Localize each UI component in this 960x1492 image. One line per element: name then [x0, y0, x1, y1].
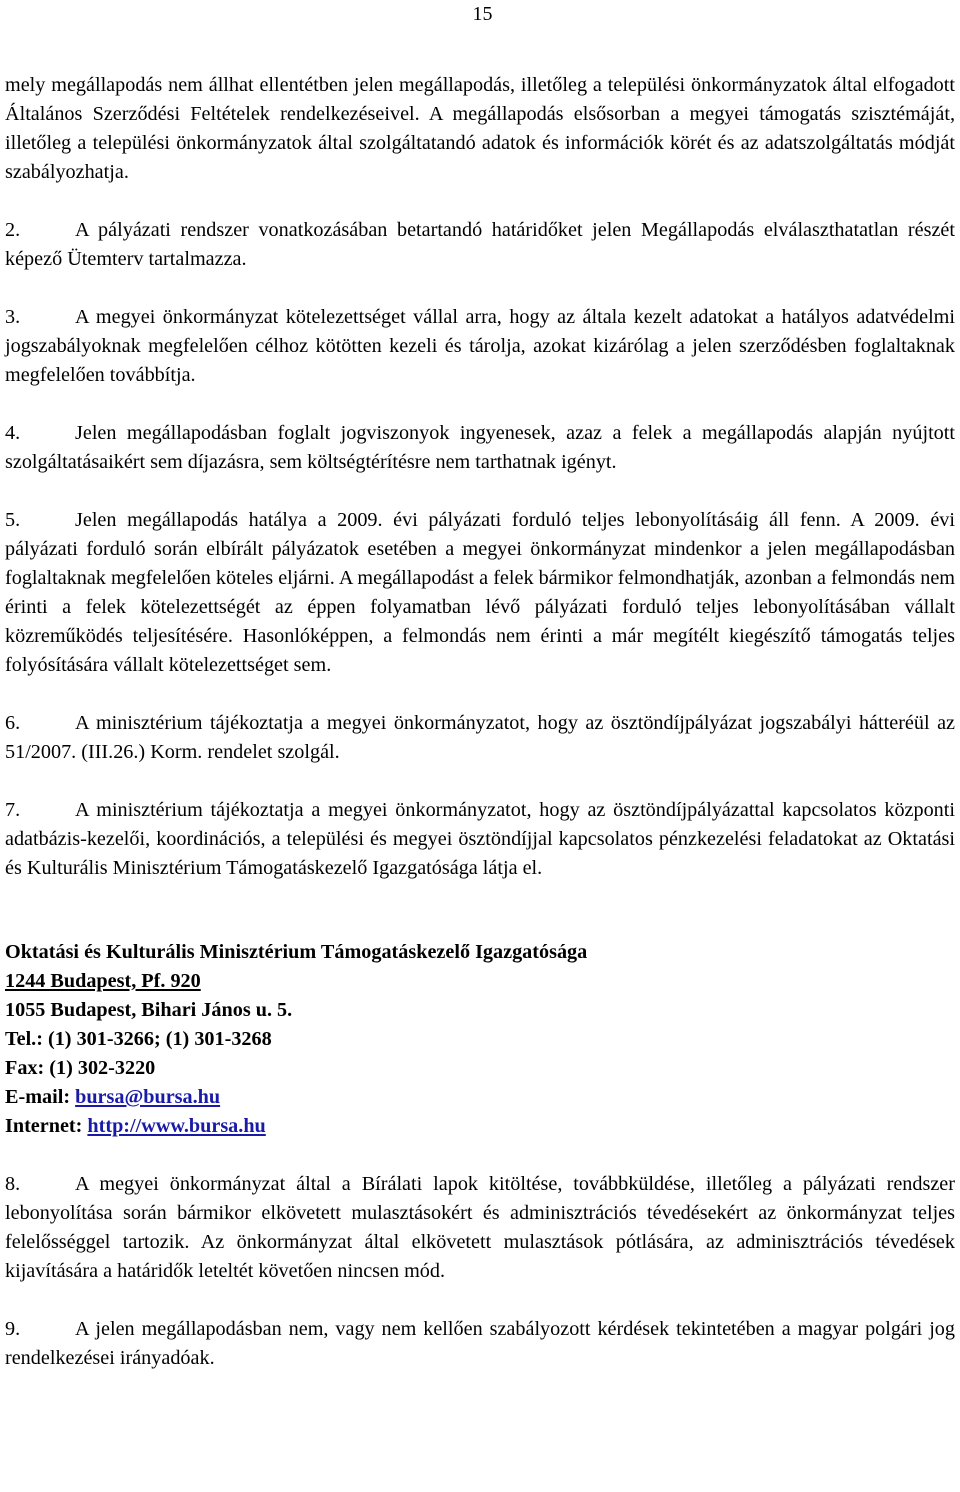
section-9 — [5, 1315, 955, 1373]
contact-postal-line — [5, 967, 955, 996]
contact-internet-label: Internet: — [5, 1115, 88, 1137]
intro-paragraph: mely megállapodás nem állhat ellentétben jelen megállapodás, illetőleg a települési önkormányzatok által elfogadott Általános Szerződési Feltételek rendelkezéseivel. A megállapodás elsősorban a megyei támogatás szisztémáját, illetőleg a települési önkormányzatok által szolgáltatandó adatok és információk körét és az adatszolgáltatás módját szabályozhatja. — [5, 74, 955, 183]
section-number: 6. — [5, 712, 21, 734]
section-text: A minisztérium tájékoztatja a megyei önkormányzatot, hogy az ösztöndíjpályázat jogszabályi hátteréül az 51/2007. (III.26.) Korm. rendelet szolgál. — [5, 712, 955, 763]
section-3 — [5, 303, 955, 390]
contact-block — [5, 938, 955, 1141]
section-number: 7. — [5, 799, 21, 821]
section-text: A jelen megállapodásban nem, vagy nem kellően szabályozott kérdések tekintetében a magyar polgári jog rendelkezései irányadóak. — [5, 1318, 955, 1369]
contact-email-line — [5, 1083, 955, 1112]
section-7 — [5, 796, 955, 883]
section-8 — [5, 1170, 955, 1286]
contact-address: 1055 Budapest, Bihari János u. 5. — [5, 999, 293, 1021]
section-5 — [5, 506, 955, 680]
website-link[interactable]: http://www.bursa.hu — [87, 1115, 266, 1137]
contact-organization: Oktatási és Kulturális Minisztérium Támogatáskezelő Igazgatósága — [5, 941, 588, 963]
section-text: A pályázati rendszer vonatkozásában betartandó határidőket jelen Megállapodás elválaszthatatlan részét képező Ütemterv tartalmazza. — [5, 219, 955, 270]
section-text: Jelen megállapodásban foglalt jogviszonyok ingyenesek, azaz a felek a megállapodás alapján nyújtott szolgáltatásaikért sem díjazásra, sem költségtérítésre nem tarthatnak igényt. — [5, 422, 955, 473]
contact-tel: Tel.: (1) 301-3266; (1) 301-3268 — [5, 1028, 272, 1050]
section-text: A megyei önkormányzat által a Bírálati lapok kitöltése, továbbküldése, illetőleg a pályázati rendszer lebonyolítása során bármikor elkövetett mulasztásokért és adminisztrációs tévedésekért az önkormányzat teljes felelősséggel tartozik. Az önkormányzat által elkövetett mulasztások pótlására, az adminisztrációs tévedések kijavítására a határidők leteltét követően nincsen mód. — [5, 1173, 955, 1282]
section-2 — [5, 216, 955, 274]
section-number: 8. — [5, 1173, 21, 1195]
contact-email-label: E-mail: — [5, 1086, 76, 1108]
section-text: A megyei önkormányzat kötelezettséget vállal arra, hogy az általa kezelt adatokat a hatályos adatvédelmi jogszabályoknak megfelelően célhoz kötötten kezeli és tárolja, azokat kizárólag a jelen szerződésben foglaltaknak megfelelően továbbítja. — [5, 306, 955, 386]
contact-internet-line — [5, 1112, 955, 1141]
contact-postal: 1244 Budapest, Pf. 920 — [5, 970, 201, 992]
email-link[interactable]: bursa@bursa.hu — [75, 1086, 221, 1108]
section-number: 3. — [5, 306, 21, 328]
section-6 — [5, 709, 955, 767]
document-page — [5, 0, 955, 1492]
section-number: 5. — [5, 509, 21, 531]
document-body — [5, 71, 955, 1402]
section-text: Jelen megállapodás hatálya a 2009. évi pályázati forduló teljes lebonyolításáig áll fenn. A 2009. évi pályázati forduló során elbírált pályázatok esetében a megyei önkormányzat mindenkor a jelen megállapodásban foglaltaknak megfelelően köteles eljárni. A megállapodást a felek bármikor felmondhatják, azonban a felmondás nem érinti a felek kötelezettségét az éppen folyamatban lévő pályázati forduló teljes lebonyolításában vállalt közreműködés teljesítésére. Hasonlóképpen, a felmondás nem érinti a már megítélt kiegészítő támogatás teljes folyósítására vállalt kötelezettséget sem. — [5, 509, 955, 676]
section-number: 9. — [5, 1318, 21, 1340]
section-number: 4. — [5, 422, 21, 444]
section-4 — [5, 419, 955, 477]
section-number: 2. — [5, 219, 21, 241]
contact-fax: Fax: (1) 302-3220 — [5, 1057, 156, 1079]
page-number: 15 — [472, 3, 493, 25]
section-text: A minisztérium tájékoztatja a megyei önkormányzatot, hogy az ösztöndíjpályázattal kapcsolatos központi adatbázis-kezelői, koordinációs, a települési és megyei ösztöndíjjal kapcsolatos pénzkezelési feladatokat az Oktatási és Kulturális Minisztérium Támogatáskezelő Igazgatósága látja el. — [5, 799, 955, 879]
